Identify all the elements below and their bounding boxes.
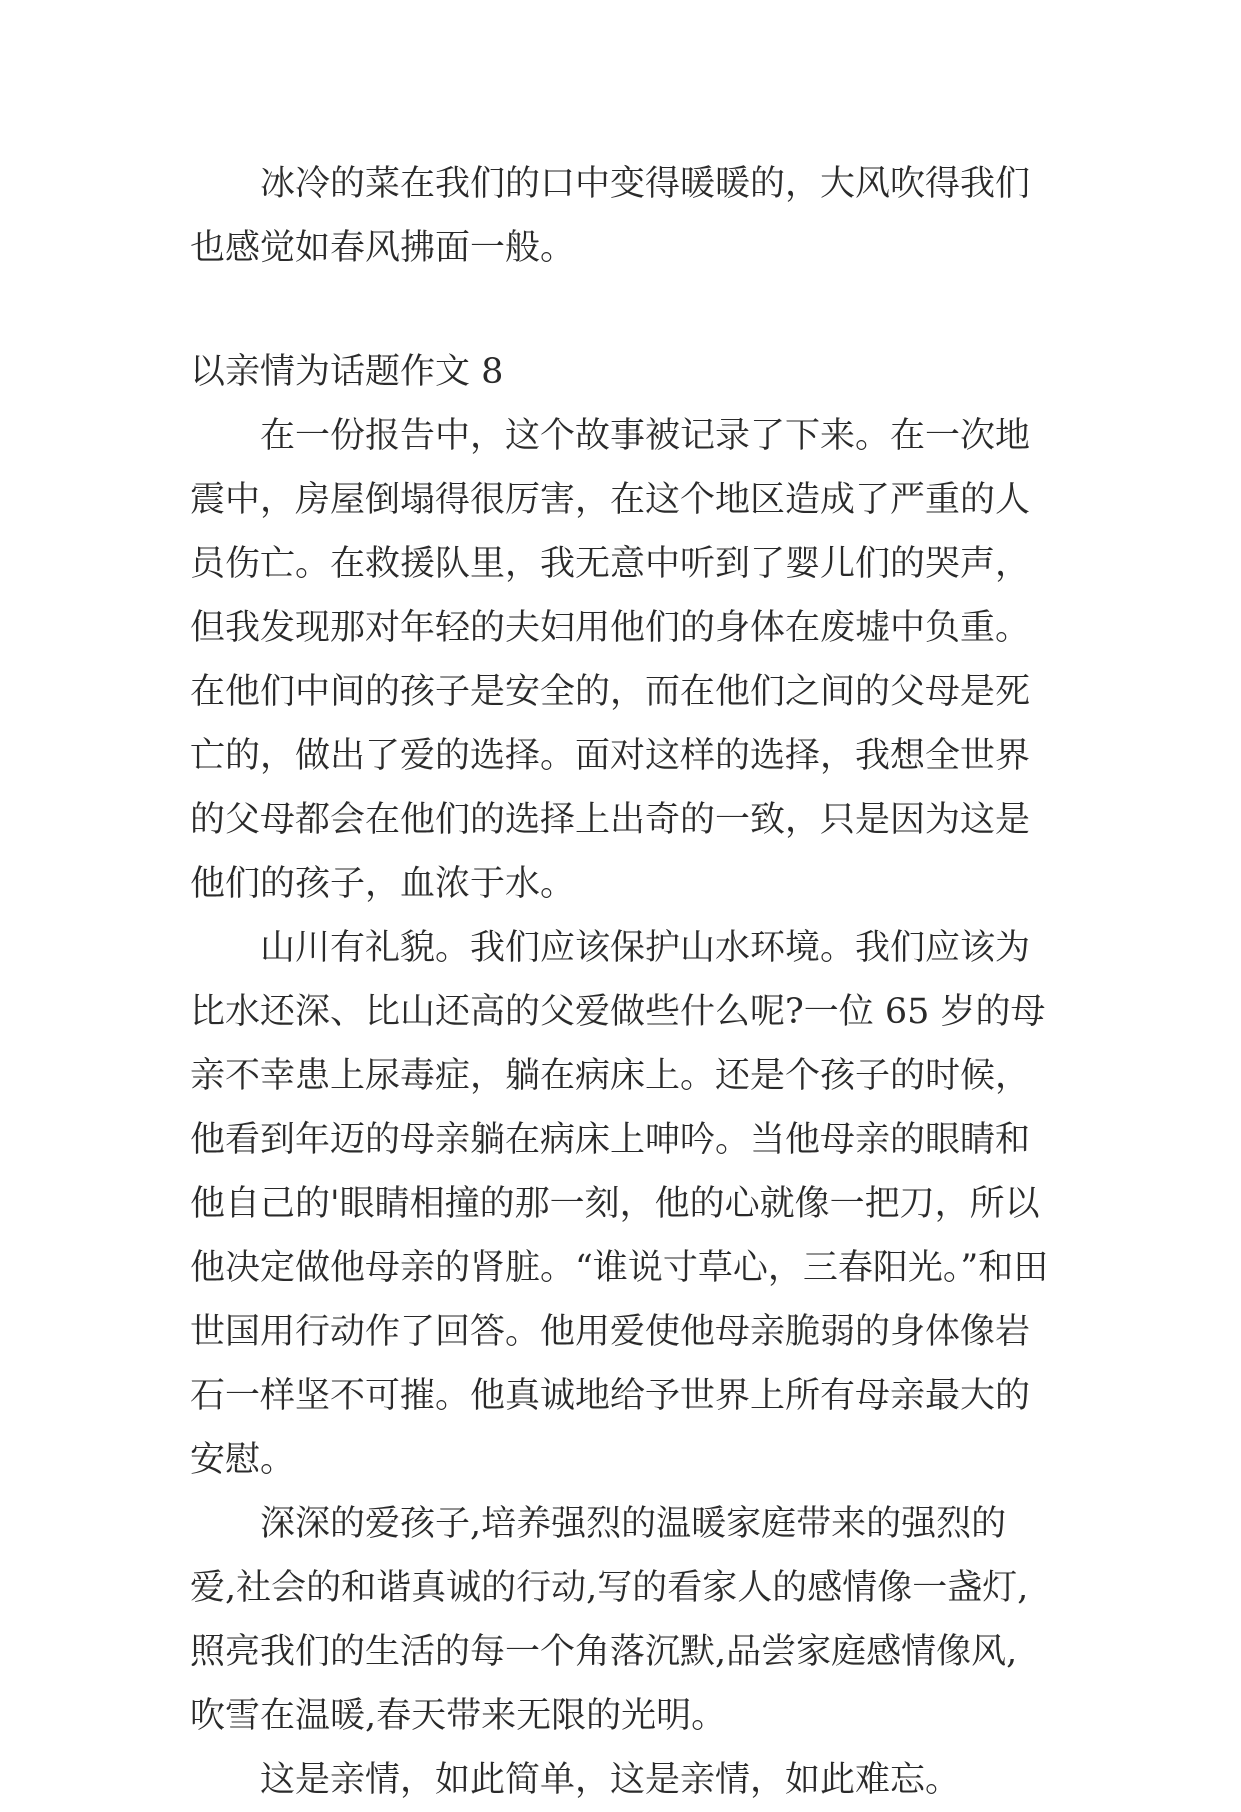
paragraph-family-love: 深深的爱孩子,培养强烈的温暖家庭带来的强烈的爱,社会的和谐真诚的行动,写的看家人的感情像一盏灯,照亮我们的生活的每一个角落沉默,品尝家庭感情像风,吹雪在温暖,春天带来无限的光明。 bbox=[190, 1504, 1029, 1736]
paragraph-conclusion: 这是亲情，如此简单，这是亲情，如此难忘。 bbox=[260, 1760, 961, 1800]
paragraph-earthquake: 在一份报告中，这个故事被记录了下来。在一次地震中，房屋倒塌得很厉害，在这个地区造成了严重的人员伤亡。在救援队里，我无意中听到了婴儿们的哭声，但我发现那对年轻的夫妇用他们的身体在废墟中负重。在他们中间的孩子是安全的，而在他们之间的父母是死亡的，做出了爱的选择。面对这样的选择，我想全世界的父母都会在他们的选择上出奇的一致，只是因为这是他们的孩子，血浓于水。 bbox=[190, 416, 1031, 904]
paragraph-mother: 山川有礼貌。我们应该保护山水环境。我们应该为比水还深、比山还高的父爱做些什么呢?一位 65 岁的母亲不幸患上尿毒症，躺在病床上。还是个孩子的时候，他看到年迈的母亲躺在病床上呻吟。当他母亲的眼睛和他自己的'眼睛相撞的那一刻，他的心就像一把刀，所以他决定做他母亲的肾脏。“谁说寸草心，三春阳光。”和田世国用行动作了回答。他用爱使他母亲脆弱的身体像岩石一样坚不可摧。他真诚地给予世界上所有母亲最大的安慰。 bbox=[190, 928, 1049, 1480]
section-heading: 以亲情为话题作文 8 bbox=[190, 352, 504, 392]
intro-paragraph: 冰冷的菜在我们的口中变得暖暖的，大风吹得我们也感觉如春风拂面一般。 bbox=[190, 164, 1031, 268]
